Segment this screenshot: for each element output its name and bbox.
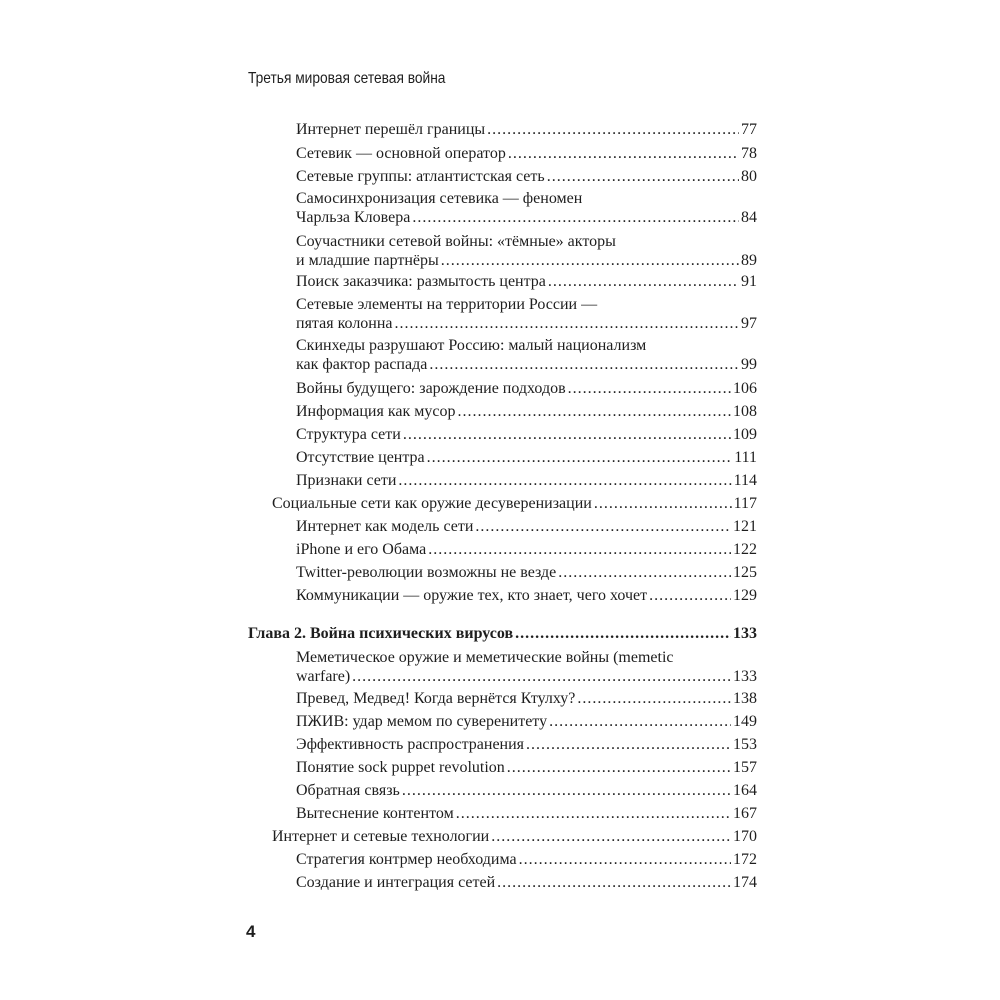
dot-leader (487, 120, 739, 139)
toc-entry-title-continued: warfare) (296, 668, 351, 685)
toc-entry-title-continued: и младшие партнёры (296, 252, 439, 269)
toc-entry-title: Стратегия контрмер необходима (296, 851, 517, 868)
dot-leader (508, 144, 739, 163)
page-number: 4 (246, 922, 256, 941)
toc-entry-page: 149 (733, 713, 757, 730)
toc-entry (296, 781, 757, 800)
running-header: Третья мировая сетевая война (248, 70, 446, 87)
toc-entry-page: 114 (733, 472, 757, 489)
toc-entry (296, 120, 757, 139)
toc-entry (296, 563, 757, 582)
toc-entry (296, 402, 757, 421)
dot-leader (403, 425, 731, 444)
toc-entry-title: Интернет перешёл границы (296, 121, 486, 138)
dot-leader (441, 251, 739, 270)
toc-entry-page: 80 (741, 168, 757, 185)
toc-entry-page: 106 (733, 380, 757, 397)
toc-section-entry (272, 494, 757, 513)
dot-leader (649, 586, 731, 605)
toc-entry-page: 121 (733, 518, 757, 535)
toc-entry (296, 712, 757, 731)
dot-leader (568, 379, 731, 398)
toc-entry-title: Twitter-революции возможны не везде (296, 564, 557, 581)
toc-entry (296, 873, 757, 892)
toc-entry-page: 77 (741, 121, 757, 138)
toc-entry-page: 164 (733, 782, 757, 799)
dot-leader (526, 735, 731, 754)
toc-entry-page: 99 (741, 356, 757, 373)
toc-entry-page: 111 (734, 449, 757, 466)
toc-entry-title: Сетевик — основной оператор (296, 145, 506, 162)
toc-entry-page: 78 (741, 145, 757, 162)
toc-entry-title: Скинхеды разрушают Россию: малый национализм (296, 337, 647, 354)
toc-entry (296, 804, 757, 823)
toc-entry-title-continued: Чарльза Кловера (296, 209, 411, 226)
toc-entry-title: Социальные сети как оружие десуверенизации (272, 495, 592, 512)
toc-chapter-title: Глава 2. Война психических вирусов (248, 625, 514, 642)
toc-entry-title: Структура сети (296, 426, 401, 443)
toc-entry (296, 758, 757, 777)
toc-entry-title: Сетевые элементы на территории России — (296, 296, 598, 313)
toc-entry (296, 648, 757, 686)
toc-entry-page: 174 (733, 874, 757, 891)
toc-entry-page: 125 (733, 564, 757, 581)
dot-leader (398, 471, 731, 490)
dot-leader (352, 667, 731, 686)
dot-leader (412, 208, 739, 227)
dot-leader (519, 850, 731, 869)
toc-entry-page: 170 (733, 828, 757, 845)
toc-entry (296, 586, 757, 605)
dot-leader (577, 689, 731, 708)
toc-entry-page: 153 (733, 736, 757, 753)
toc-entry-page: 89 (741, 252, 757, 269)
dot-leader (515, 624, 731, 643)
toc-entry (296, 189, 757, 227)
toc-entry-page: 117 (733, 495, 757, 512)
toc-entry-title: iPhone и его Обама (296, 541, 427, 558)
toc-entry-page: 172 (733, 851, 757, 868)
toc-entry-page: 84 (741, 209, 757, 226)
toc-entry-title: Эффективность распространения (296, 736, 525, 753)
toc-entry-title-continued: как фактор распада (296, 356, 428, 373)
toc-entry-page: 133 (733, 668, 757, 685)
toc-entry-title: Вытеснение контентом (296, 805, 454, 822)
toc-entry-page: 108 (733, 403, 757, 420)
dot-leader (548, 272, 739, 291)
dot-leader (507, 758, 731, 777)
dot-leader (429, 355, 739, 374)
toc-entry-title: Понятие sock puppet revolution (296, 759, 505, 776)
toc-entry (296, 850, 757, 869)
toc-entry-title: ПЖИВ: удар мемом по суверенитету (296, 713, 548, 730)
toc-entry (296, 425, 757, 444)
dot-leader (475, 517, 731, 536)
toc-entry-page: 138 (733, 690, 757, 707)
toc-entry-page: 109 (733, 426, 757, 443)
toc-entry (296, 540, 757, 559)
dot-leader (457, 402, 731, 421)
toc-entry (296, 295, 757, 333)
dot-leader (547, 167, 739, 186)
toc-entry-title: Самосинхронизация сетевика — феномен (296, 190, 583, 207)
toc-entry-title-continued: пятая колонна (296, 315, 393, 332)
toc-entry-page: 97 (741, 315, 757, 332)
toc-entry (296, 448, 757, 467)
toc-entry-title: Информация как мусор (296, 403, 456, 420)
toc-entry-title: Сетевые группы: атлантистская сеть (296, 168, 545, 185)
dot-leader (491, 827, 731, 846)
toc-entry (296, 689, 757, 708)
toc-entry-title: Интернет как модель сети (296, 518, 474, 535)
toc-chapter-entry (248, 624, 757, 643)
toc-entry-page: 133 (733, 625, 757, 642)
toc-entry-title: Коммуникации — оружие тех, кто знает, чего хочет (296, 587, 648, 604)
toc-entry-title: Создание и интеграция сетей (296, 874, 496, 891)
toc-entry (296, 471, 757, 490)
dot-leader (549, 712, 731, 731)
dot-leader (428, 540, 731, 559)
dot-leader (427, 448, 733, 467)
toc-entry (296, 517, 757, 536)
dot-leader (594, 494, 732, 513)
toc-entry-title: Соучастники сетевой войны: «тёмные» акторы (296, 233, 616, 250)
toc-entry-page: 157 (733, 759, 757, 776)
toc-entry-title: Поиск заказчика: размытость центра (296, 273, 546, 290)
toc-entry (296, 167, 757, 186)
toc-entry-title: Признаки сети (296, 472, 397, 489)
toc-entry-page: 129 (733, 587, 757, 604)
toc-entry (296, 735, 757, 754)
toc-entry (296, 144, 757, 163)
toc-entry-title: Интернет и сетевые технологии (272, 828, 490, 845)
toc-entry (296, 232, 757, 270)
dot-leader (497, 873, 731, 892)
toc-entry (296, 336, 757, 374)
toc-entry (296, 379, 757, 398)
dot-leader (558, 563, 731, 582)
toc-entry-title: Обратная связь (296, 782, 400, 799)
toc-entry-title: Войны будущего: зарождение подходов (296, 380, 566, 397)
toc-entry-page: 91 (741, 273, 757, 290)
toc-section-entry (272, 827, 757, 846)
toc-entry-page: 122 (733, 541, 757, 558)
toc-entry (296, 272, 757, 291)
toc-entry-title: Превед, Медвед! Когда вернётся Ктулху? (296, 690, 576, 707)
toc-entry-page: 167 (733, 805, 757, 822)
dot-leader (402, 781, 731, 800)
toc-entry-title: Отсутствие центра (296, 449, 425, 466)
dot-leader (456, 804, 731, 823)
dot-leader (395, 314, 739, 333)
toc-entry-title: Меметическое оружие и меметические войны (memetic (296, 649, 674, 666)
